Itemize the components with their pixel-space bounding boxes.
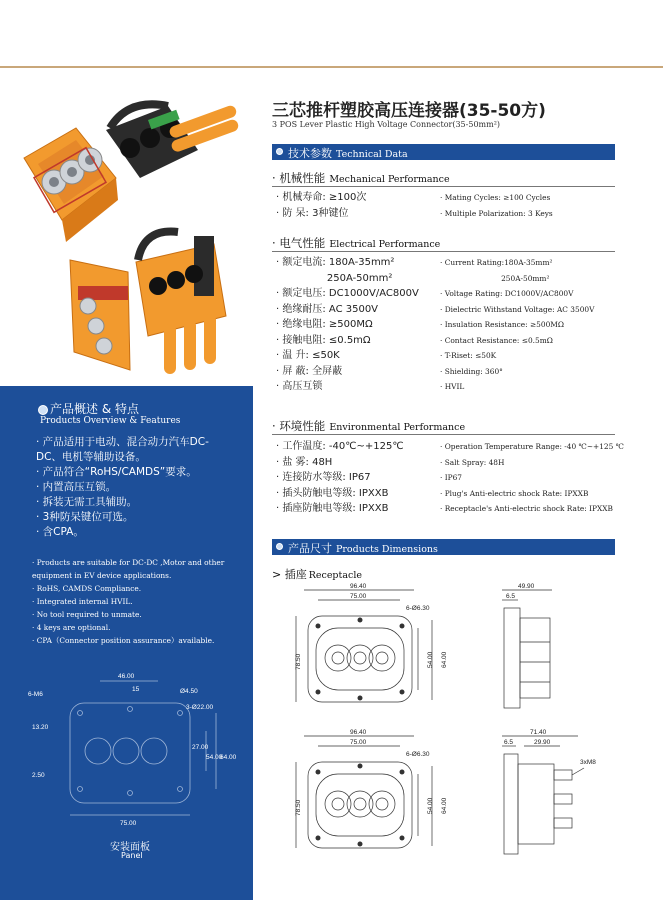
- spec-row: · 屏 蔽: 全屏蔽: [276, 365, 343, 377]
- front-bottom-w1: 96.40: [350, 729, 367, 736]
- spec-row: · 额定电压: DC1000V/AC800V: [276, 288, 419, 299]
- spec-row: · 温 升: ≤50K: [276, 350, 340, 361]
- divider: [272, 434, 615, 435]
- spec-row: · 高压互锁: [276, 381, 323, 392]
- electrical-heading-en: Electrical Performance: [329, 239, 441, 250]
- spec-row: · Current Rating:180A-35mm²: [440, 258, 553, 267]
- overview-title-cn: 产品概述 & 特点: [50, 402, 139, 416]
- spec-row: · 盐 雾: 48H: [276, 456, 333, 468]
- spec-row: · 绝缘电阻: ≥500MΩ: [276, 319, 373, 330]
- receptacle-render-top: [24, 128, 118, 242]
- list-item: · CPA（Connector position assurance）available.: [32, 636, 215, 645]
- front-bottom-holes: 6-Ø6.30: [406, 751, 430, 758]
- spec-row: · T-Riset: ≤50K: [440, 351, 497, 360]
- spec-row: 250A-50mm²: [440, 273, 550, 283]
- front-bottom-h1: 78.50: [295, 799, 302, 816]
- side-top-d: 6.5: [506, 593, 516, 600]
- spec-row: · Receptacle's Anti-electric shock Rate: IPXXB: [440, 504, 613, 513]
- list-item: DC、电机等辅助设备。: [36, 451, 146, 463]
- list-item: · 内置高压互锁。: [36, 481, 117, 493]
- spec-row: · 防 呆: 3种键位: [276, 207, 349, 219]
- environmental-specs-en: [440, 439, 624, 517]
- front-top-h1: 78.50: [295, 653, 302, 670]
- mechanical-specs-cn: [276, 190, 366, 221]
- list-item: · 拆装无需工具辅助。: [36, 496, 138, 508]
- spec-row: · Operation Temperature Range: -40 ℃~+125 ℃: [440, 442, 624, 451]
- electrical-specs-en: [440, 255, 594, 395]
- list-item: · Integrated internal HVIL.: [32, 597, 133, 606]
- spec-row: · Plug's Anti-electric shock Rate: IPXXB: [440, 488, 589, 498]
- mechanical-specs-en: [440, 190, 553, 221]
- section-bullet-icon: [276, 148, 283, 155]
- list-item: · RoHS, CAMDS Compliance.: [32, 584, 142, 593]
- plug-render-bottom: [136, 232, 226, 374]
- side-bottom-w: 71.40: [530, 729, 547, 736]
- receptacle-front-drawing-bottom: [282, 728, 448, 868]
- receptacle-heading: > 插座 Receptacle: [272, 568, 362, 581]
- electrical-specs-cn: [276, 255, 419, 395]
- panel-dim-bottom: 75.00: [120, 820, 137, 827]
- spec-row: 250A-50mm²: [276, 272, 393, 284]
- spec-row: · Voltage Rating: DC1000V/AC800V: [440, 289, 574, 298]
- overview-list-en: [32, 556, 250, 647]
- mechanical-heading: · 机械性能 Mechanical Performance: [272, 171, 450, 185]
- spec-row: · Dielectric Withstand Voltage: AC 3500V: [440, 304, 595, 314]
- side-bottom-screw: 3xM8: [580, 759, 596, 766]
- spec-row: · Insulation Resistance: ≥500MΩ: [440, 320, 564, 329]
- plug-render-top: [106, 104, 240, 178]
- panel-caption-en: Panel: [121, 851, 143, 860]
- list-item: · 4 keys are optional.: [32, 623, 111, 632]
- front-top-w2: 75.00: [350, 593, 367, 600]
- spec-row: · Salt Spray: 48H: [440, 457, 505, 467]
- panel-dim-left-b: 2.50: [32, 772, 45, 779]
- header-rule: [0, 66, 663, 68]
- front-top-h2: 54.00: [427, 651, 434, 668]
- spec-row: · 接触电阻: ≤0.5mΩ: [276, 334, 371, 346]
- page-subtitle: 3 POS Lever Plastic High Voltage Connector(35-50mm²): [272, 120, 501, 129]
- side-bottom-d1: 6.5: [504, 739, 514, 746]
- divider: [272, 186, 615, 187]
- panel-caption-cn: 安装面板: [110, 842, 150, 853]
- technical-bar-en: Technical Data: [336, 149, 408, 160]
- spec-row: · HVIL: [440, 382, 465, 391]
- receptacle-render-bottom: [70, 260, 130, 370]
- technical-bar-cn: 技术参数: [288, 147, 332, 160]
- spec-row: · 绝缘耐压: AC 3500V: [276, 303, 379, 315]
- panel-dim-left-h: 13.20: [32, 724, 49, 731]
- spec-row: · 插头防触电等级: IPXXB: [276, 487, 389, 499]
- receptacle-front-drawing-top: [282, 582, 448, 722]
- front-top-holes: 6-Ø6.30: [406, 605, 430, 612]
- panel-dim-gap: 15: [132, 686, 140, 693]
- dimensions-bar: [272, 539, 615, 555]
- panel-dim-64: 64.00: [220, 754, 237, 761]
- electrical-heading-cn: 电气性能: [279, 236, 326, 250]
- panel-drawing: [28, 665, 248, 835]
- side-bottom-d2: 29.90: [534, 739, 551, 746]
- panel-dim-27: 27.00: [192, 744, 209, 751]
- panel-dim-holes: 6-M6: [28, 691, 43, 698]
- list-item: · 3种防呆键位可选。: [36, 511, 134, 523]
- dimensions-bar-cn: 产品尺寸: [288, 542, 332, 555]
- overview-title-en: Products Overview & Features: [40, 416, 181, 426]
- receptacle-heading-cn: 插座: [284, 568, 307, 581]
- environmental-heading-en: Environmental Performance: [329, 422, 466, 433]
- mechanical-heading-cn: 机械性能: [279, 171, 326, 185]
- front-top-h3: 64.00: [441, 651, 448, 668]
- spec-row: · Shielding: 360°: [440, 366, 503, 376]
- mechanical-heading-en: Mechanical Performance: [329, 174, 450, 185]
- spec-row: · 机械寿命: ≥100次: [276, 192, 367, 203]
- list-item: · 产品符合“RoHS/CAMDS”要求。: [36, 466, 197, 478]
- environmental-specs-cn: [276, 439, 404, 517]
- panel-dim-hole: Ø4.50: [180, 688, 198, 695]
- dimensions-bar-en: Products Dimensions: [336, 544, 438, 555]
- side-top-w: 49.90: [518, 583, 535, 590]
- page-title: 三芯推杆塑胶高压连接器(35-50方): [272, 101, 546, 121]
- environmental-heading-cn: 环境性能: [279, 419, 326, 433]
- spec-row: · 插座防触电等级: IPXXB: [276, 503, 389, 514]
- front-top-w1: 96.40: [350, 583, 367, 590]
- receptacle-side-drawing-bottom: [494, 728, 604, 868]
- spec-row: · 连接防水等级: IP67: [276, 472, 371, 483]
- receptacle-side-drawing-top: [494, 582, 564, 722]
- receptacle-heading-en: Receptacle: [308, 570, 362, 581]
- spec-row: · Contact Resistance: ≤0.5mΩ: [440, 335, 553, 345]
- overview-bullet-icon: [38, 405, 48, 415]
- front-bottom-w2: 75.00: [350, 739, 367, 746]
- overview-list-cn: [36, 435, 248, 540]
- front-bottom-h3: 64.00: [441, 797, 448, 814]
- divider: [272, 251, 615, 252]
- spec-row: · Multiple Polarization: 3 Keys: [440, 208, 553, 218]
- panel-dim-54: 54.00: [206, 754, 223, 761]
- spec-row: · IP67: [440, 473, 462, 482]
- front-bottom-h2: 54.00: [427, 797, 434, 814]
- technical-data-bar: [272, 144, 615, 160]
- panel-dim-top: 46.00: [118, 673, 135, 680]
- environmental-heading: · 环境性能 Environmental Performance: [272, 419, 466, 433]
- list-item: · No tool required to unmate.: [32, 610, 142, 619]
- section-bullet-icon: [276, 543, 283, 550]
- list-item: equipment in EV device applications.: [32, 571, 172, 580]
- spec-row: · 额定电流: 180A-35mm²: [276, 257, 395, 268]
- product-image: [18, 100, 254, 380]
- spec-row: · Mating Cycles: ≥100 Cycles: [440, 193, 551, 202]
- panel-dim-big-holes: 3-Ø22.00: [186, 704, 214, 711]
- list-item: · 含CPA。: [36, 526, 84, 538]
- spec-row: · 工作温度: -40℃~+125℃: [276, 441, 404, 452]
- list-item: · Products are suitable for DC-DC ,Motor and other: [32, 558, 225, 567]
- list-item: · 产品适用于电动、混合动力汽车DC-: [36, 436, 209, 448]
- electrical-heading: · 电气性能 Electrical Performance: [272, 236, 441, 250]
